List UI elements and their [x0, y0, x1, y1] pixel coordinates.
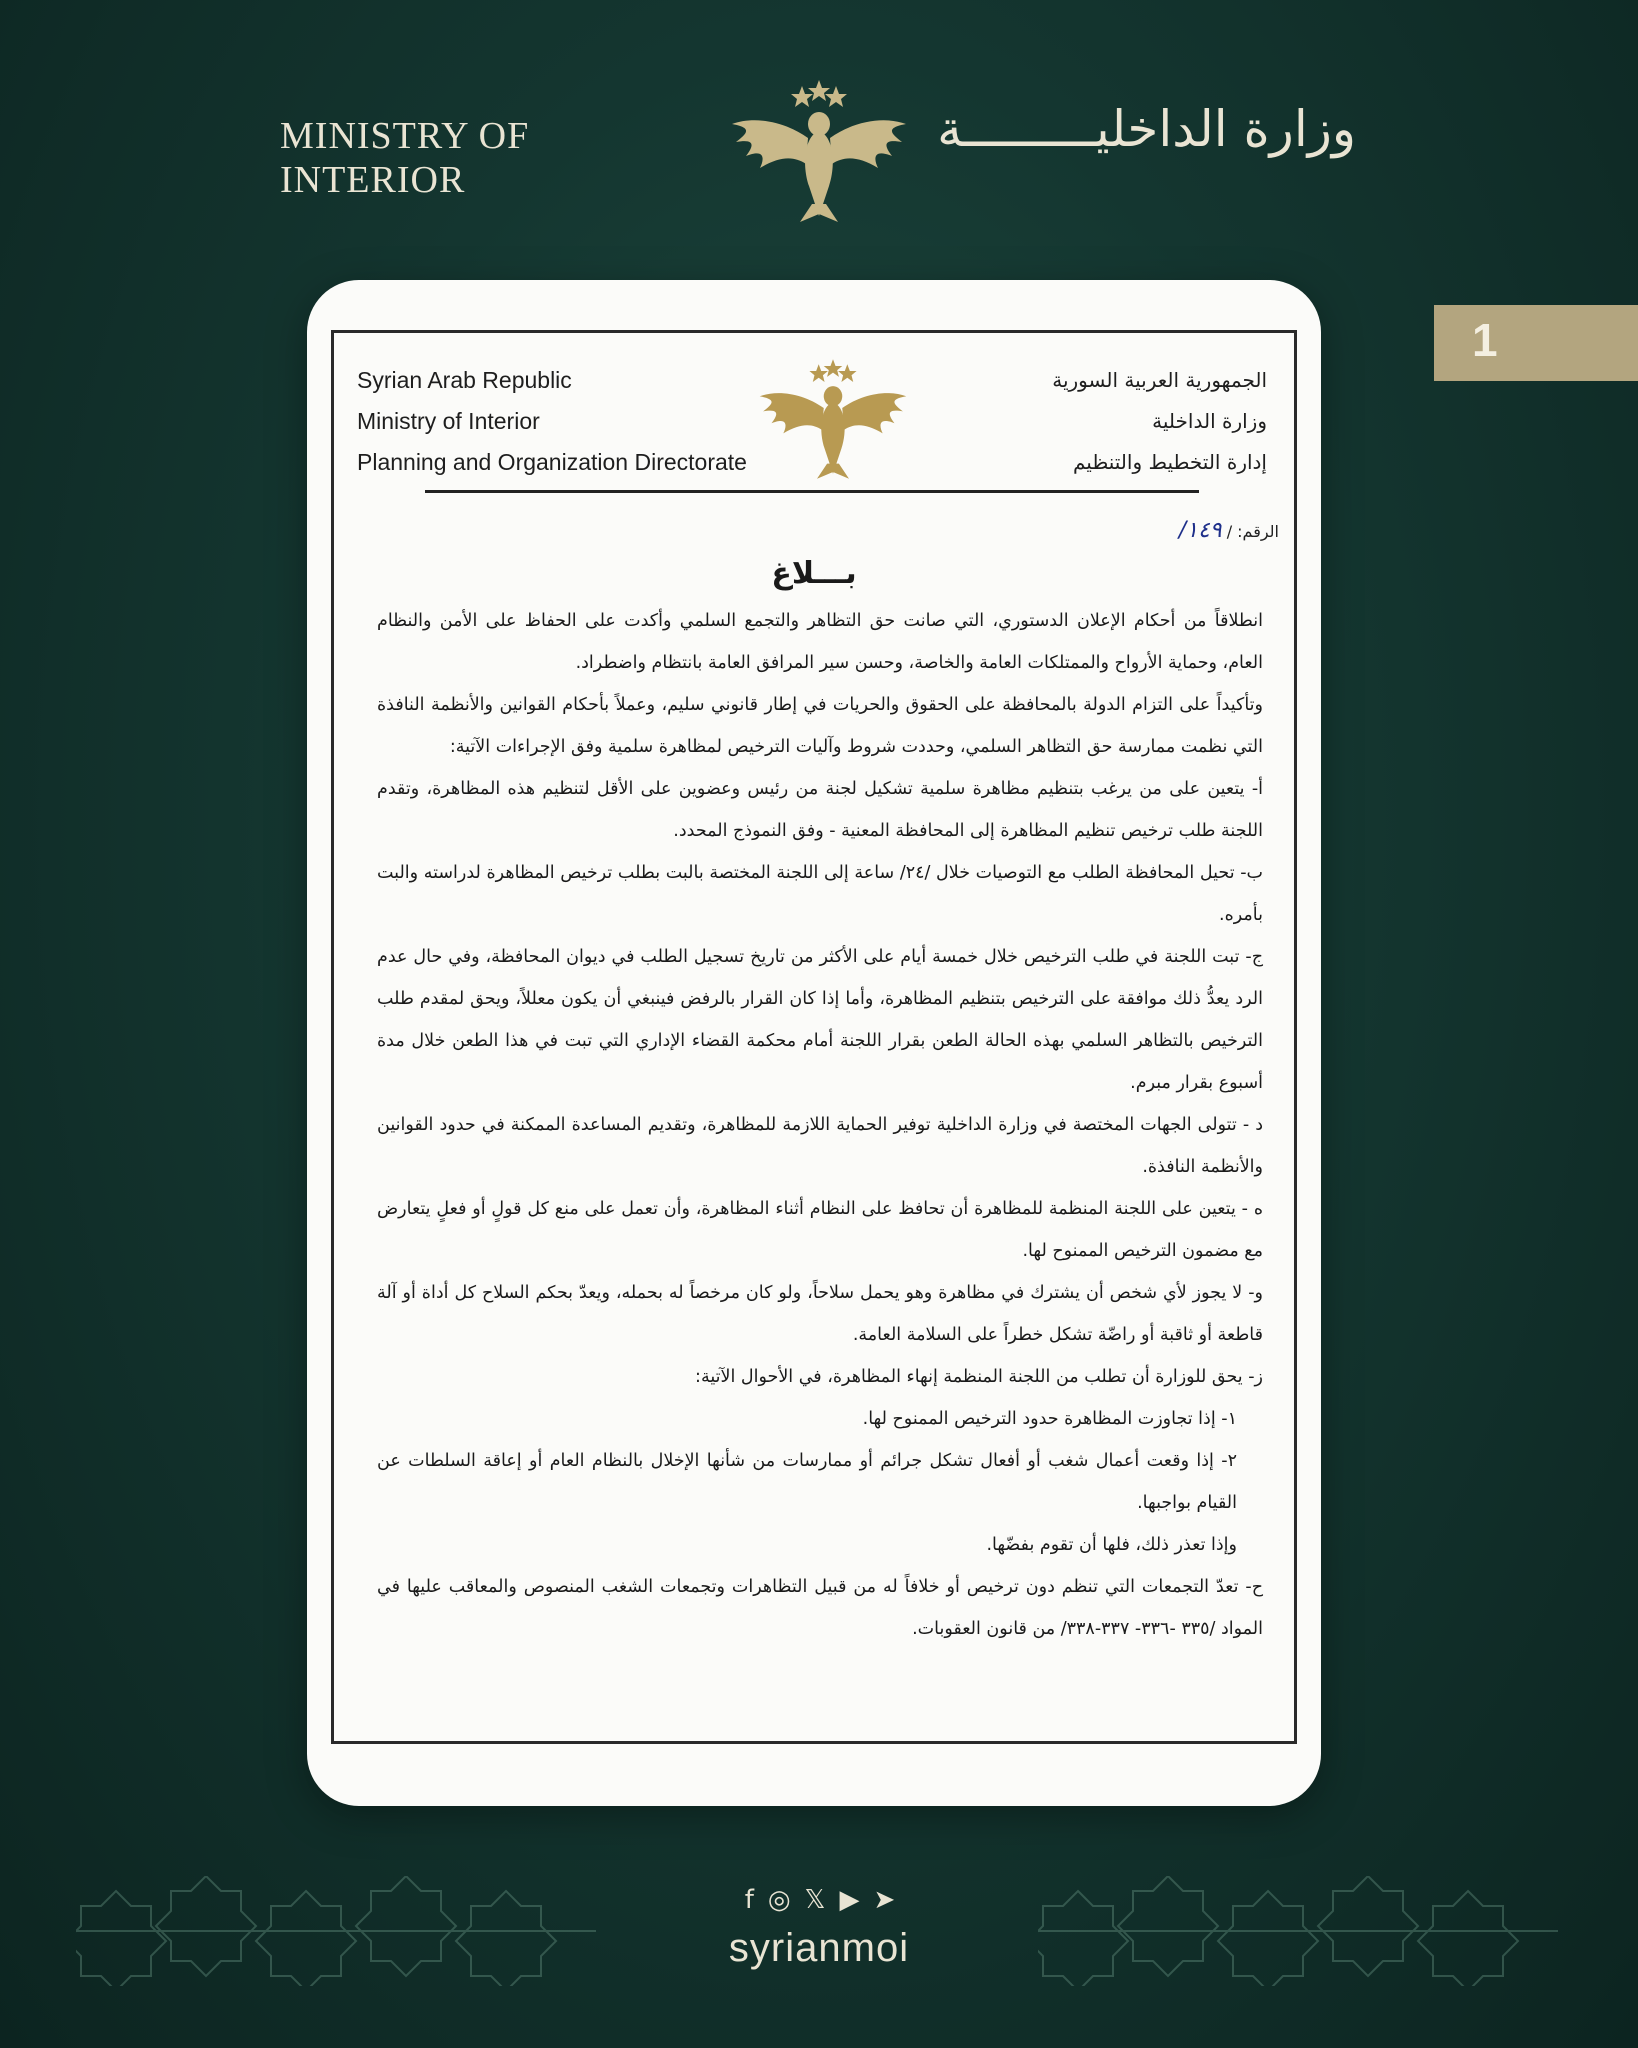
- clause-z-sub-2: ٢- إذا وقعت أعمال شغب أو أفعال تشكل جرائم أو ممارسات من شأنها الإخلال بالنظام العام أو إعاقة السلطات عن القيام بواجبها.: [377, 1451, 1237, 1513]
- clause-w: و- لا يجوز لأي شخص أن يشترك في مظاهرة وهو يحمل سلاحاً، ولو كان مرخصاً له بحمله، ويعدّ بحكم السلاح كل أداة أو آلة قاطعة أو ثاقبة أو راضّة تشكل خطراً على السلامة العامة.: [377, 1283, 1263, 1345]
- clause-ha: ح- تعدّ التجمعات التي تنظم دون ترخيص أو خلافاً له من قبيل التظاهرات وتجمعات الشغب المنصوص والمعاقب عليها في المواد /٣٣٥ -٣٣٦- ٣٣٧-٣٣٨/ من قانون العقوبات.: [377, 1577, 1263, 1639]
- intro-paragraph-2: وتأكيداً على التزام الدولة بالمحافظة على الحقوق والحريات في إطار قانوني سليم، وعملاً بأحكام القوانين والأنظمة النافذة التي نظمت ممارسة حق التظاهر السلمي، وحددت شروط وآليات الترخيص لمظاهرة سلمية وفق الإجراءات الآتية:: [377, 695, 1263, 757]
- page-number: 1: [1472, 314, 1498, 366]
- intro-paragraph-1: انطلاقاً من أحكام الإعلان الدستوري، التي صانت حق التظاهر والتجمع السلمي وأكدت على الحفاظ على الأمن والنظام العام، وحماية الأرواح والممتلكات العامة والخاصة، وحسن سير المرافق العامة بانتظام واضطراد.: [377, 611, 1263, 673]
- letterhead-ar-line2: وزارة الداخلية: [1152, 409, 1267, 433]
- clause-z-sub-1: ١- إذا تجاوزت المظاهرة حدود الترخيص الممنوح لها.: [862, 1409, 1237, 1429]
- geometric-pattern-right: [1038, 1876, 1558, 1986]
- letterhead-en: [357, 360, 777, 483]
- site-footer: [0, 1860, 1638, 2010]
- social-handle[interactable]: syrianmoi: [728, 1926, 910, 1970]
- document-card: [307, 280, 1321, 1806]
- letterhead-ar-line1: الجمهورية العربية السورية: [1052, 368, 1267, 392]
- telegram-icon[interactable]: ➤: [873, 1885, 896, 1915]
- document-body: [377, 600, 1263, 1650]
- letterhead-divider: [425, 490, 1199, 493]
- document-eagle-icon: [753, 354, 913, 484]
- document-title: بـــلاغ: [771, 556, 857, 591]
- reference-number: [1179, 518, 1279, 543]
- reference-label: الرقم: /: [1226, 522, 1279, 541]
- instagram-icon[interactable]: ◎: [767, 1885, 791, 1915]
- site-header: [0, 70, 1638, 230]
- brand-name-en: MINISTRY OF INTERIOR: [280, 115, 530, 201]
- clause-z: ز- يحق للوزارة أن تطلب من اللجنة المنظمة إنهاء المظاهرة، في الأحوال الآتية:: [695, 1367, 1263, 1387]
- clause-h: ه - يتعين على اللجنة المنظمة للمظاهرة أن تحافظ على النظام أثناء المظاهرة، وأن تعمل على منع كل قولٍ أو فعلٍ يتعارض مع مضمون الترخيص الممنوح لها.: [377, 1199, 1263, 1261]
- clause-z-sub-3: وإذا تعذر ذلك، فلها أن تقوم بفضّها.: [986, 1535, 1237, 1555]
- letterhead-en-line2: Ministry of Interior: [357, 408, 540, 434]
- letterhead-ar-line3: إدارة التخطيط والتنظيم: [1072, 450, 1267, 474]
- clause-a: أ- يتعين على من يرغب بتنظيم مظاهرة سلمية تشكيل لجنة من رئيس وعضوين على الأقل لتنظيم هذه المظاهرة، وتقدم اللجنة طلب ترخيص تنظيم المظاهرة إلى المحافظة المعنية - وفق النموذج المحدد.: [377, 779, 1263, 841]
- facebook-icon[interactable]: f: [744, 1885, 754, 1915]
- eagle-emblem-icon: [724, 76, 914, 226]
- letterhead-en-line3: Planning and Organization Directorate: [357, 449, 747, 475]
- letterhead-ar: [967, 360, 1267, 483]
- letterhead-en-line1: Syrian Arab Republic: [357, 367, 572, 393]
- clause-b: ب- تحيل المحافظة الطلب مع التوصيات خلال /٢٤/ ساعة إلى اللجنة المختصة بالبت بطلب ترخيص المظاهرة لدراسته والبت بأمره.: [377, 863, 1263, 925]
- page-number-tag: [1434, 305, 1638, 381]
- social-links: [720, 1880, 920, 1920]
- clause-d: د - تتولى الجهات المختصة في وزارة الداخلية توفير الحماية اللازمة للمظاهرة، وتقديم المساعدة الممكنة في حدود القوانين والأنظمة النافذة.: [377, 1115, 1263, 1177]
- youtube-icon[interactable]: ▶: [839, 1885, 860, 1915]
- clause-c: ج- تبت اللجنة في طلب الترخيص خلال خمسة أيام على الأكثر من تاريخ تسجيل الطلب في ديوان المحافظة، وفي حال عدم الرد يعدُّ ذلك موافقة على الترخيص بتنظيم المظاهرة، وأما إذا كان القرار بالرفض فينبغي أن يكون معللاً، ويحق لمقدم طلب الترخيص بالتظاهر السلمي بهذه الحالة الطعن بقرار اللجنة أمام محكمة القضاء الإداري التي تبت في هذا الطعن خلال مدة أسبوع بقرار مبرم.: [377, 947, 1263, 1093]
- x-icon[interactable]: 𝕏: [804, 1885, 826, 1915]
- reference-value: ١٤٩/: [1178, 518, 1222, 543]
- brand-name-ar: وزارة الداخليـــــــــة: [937, 100, 1356, 158]
